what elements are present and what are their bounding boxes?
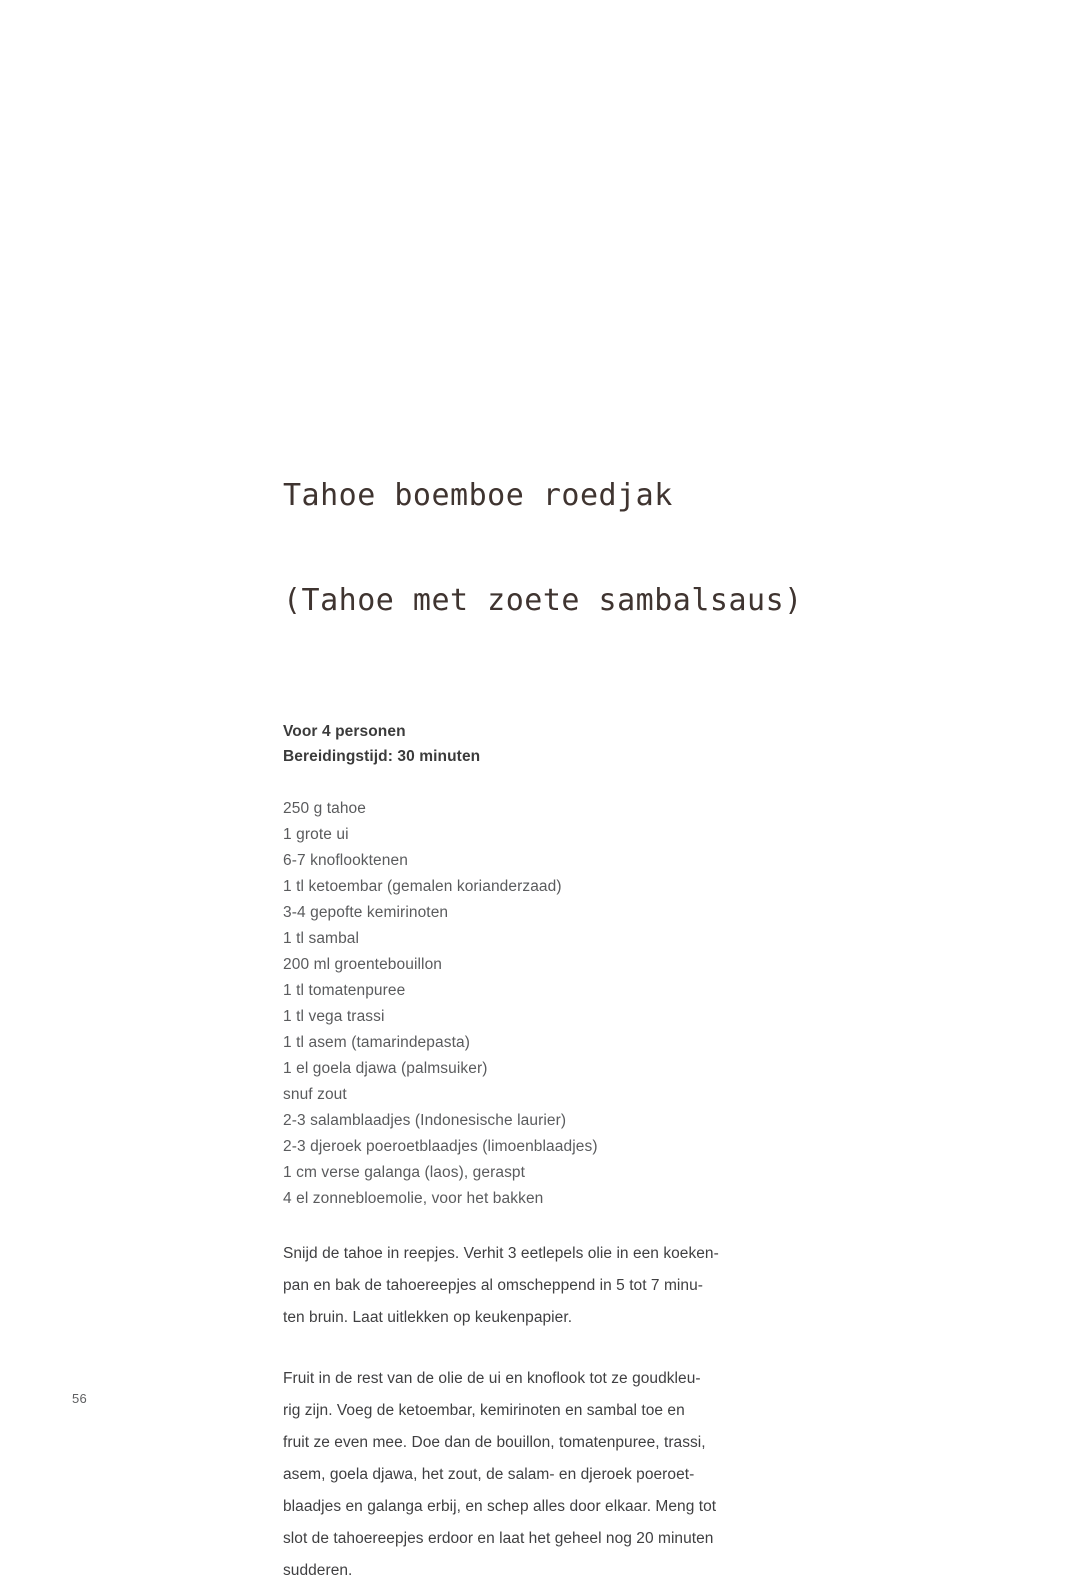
instruction-section: [283, 1238, 823, 1587]
page-number: 56: [72, 1391, 88, 1406]
paragraph-line: asem, goela djawa, het zout, de salam- en djeroek poeroet-: [283, 1466, 695, 1483]
list-item: 1 tl ketoembar (gemalen korianderzaad): [283, 878, 562, 895]
list-item: 250 g tahoe: [283, 800, 366, 817]
paragraph-line: slot de tahoereepjes erdoor en laat het geheel nog 20 minuten: [283, 1530, 714, 1547]
paragraph-line: rig zijn. Voeg de ketoembar, kemirinoten en sambal toe en: [283, 1402, 685, 1419]
page-title: [283, 408, 823, 688]
recipe-content: [283, 408, 823, 1587]
list-item: 2-3 djeroek poeroetblaadjes (limoenblaadjes): [283, 1138, 598, 1155]
list-item: snuf zout: [283, 1086, 347, 1103]
paragraph-line: fruit ze even mee. Doe dan de bouillon, tomatenpuree, trassi,: [283, 1434, 706, 1451]
ingredient-list: [283, 796, 823, 1212]
list-item: 4 el zonnebloemolie, voor het bakken: [283, 1190, 544, 1207]
list-item: 1 cm verse galanga (laos), geraspt: [283, 1164, 526, 1181]
list-item: 1 el goela djawa (palmsuiker): [283, 1060, 488, 1077]
paragraph-line: ten bruin. Laat uitlekken op keukenpapier.: [283, 1309, 573, 1326]
list-item: 6-7 knoflooktenen: [283, 852, 408, 869]
list-item: 1 grote ui: [283, 826, 349, 843]
prep-time-label: Bereidingstijd: 30 minuten: [283, 748, 481, 765]
instruction-paragraph: [283, 1238, 823, 1334]
list-item: 1 tl sambal: [283, 930, 360, 947]
list-item: 1 tl vega trassi: [283, 1008, 385, 1025]
recipe-title-line-2: (Tahoe met zoete sambalsaus): [283, 583, 803, 618]
list-item: 1 tl asem (tamarindepasta): [283, 1034, 470, 1051]
list-item: 1 tl tomatenpuree: [283, 982, 406, 999]
recipe-meta: [283, 719, 823, 769]
servings-label: Voor 4 personen: [283, 723, 406, 740]
paragraph-line: sudderen.: [283, 1562, 353, 1579]
paragraph-line: pan en bak de tahoereepjes al omscheppend in 5 tot 7 minu-: [283, 1277, 703, 1294]
list-item: 3-4 gepofte kemirinoten: [283, 904, 449, 921]
list-item: 2-3 salamblaadjes (Indonesische laurier): [283, 1112, 567, 1129]
instruction-paragraph: [283, 1363, 823, 1587]
paragraph-line: Fruit in de rest van de olie de ui en knoflook tot ze goudkleu-: [283, 1370, 701, 1387]
paragraph-line: Snijd de tahoe in reepjes. Verhit 3 eetlepels olie in een koeken-: [283, 1245, 719, 1262]
recipe-title-line-1: Tahoe boemboe roedjak: [283, 478, 673, 513]
list-item: 200 ml groentebouillon: [283, 956, 443, 973]
paragraph-line: blaadjes en galanga erbij, en schep alles door elkaar. Meng tot: [283, 1498, 717, 1515]
